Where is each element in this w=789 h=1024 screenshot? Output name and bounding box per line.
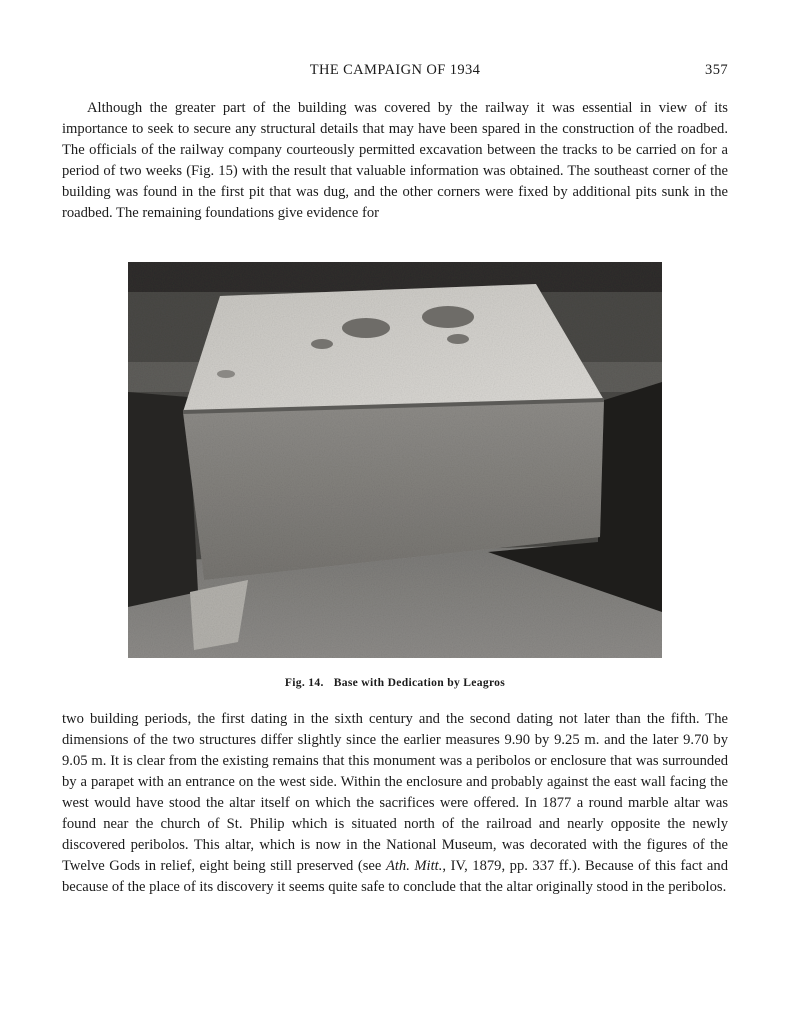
figure-label: Fig. 14. [284, 676, 324, 689]
running-header [62, 62, 728, 82]
figure-caption [62, 676, 728, 689]
paragraph-2-text-a: two building periods, the first dating in the sixth century and the second dating not later than the fifth. The dimensions of the two structures differ slightly since the earlier measures 9.90 by 9.25 m. and the later 9.70 by 9.05 m. It is clear from the existing remains that this monument was a peribolos or enclosure that was surrounded by a parapet with an entrance on the west side. Within the enclosure and probably against the east wall facing the west would have stood the altar itself on which the sacrifices were offered. In 1877 a round marble altar was found near the church of St. Philip which is situated north of the railroad and nearly opposite the newly discovered peribolos. This altar, which is now in the National Museum, was decorated with the figures of the Twelve Gods in relief, eight being still preserved (see [62, 711, 728, 874]
figure-photograph [128, 262, 662, 658]
paragraph-1: Although the greater part of the building was covered by the railway it was essential in view of its importance to seek to secure any structural details that may have been spared in the construction of the roadbed. The officials of the railway company courteously permitted excavation between the tracks to be carried on for a period of two weeks (Fig. 15) with the result that valuable information was obtained. The southeast corner of the building was found in the first pit that was dug, and the other corners were fixed by additional pits sunk in the roadbed. The remaining foundations give evidence for [62, 100, 728, 221]
figure-caption-text: Base with Dedication by Leagros [333, 676, 506, 689]
paragraph-2-text-b: , IV, 1879, pp. 337 ff.). Because of this fact and because of the place of its discovery it seems quite safe to conclude that the altar originally stood in the peribolos. [62, 858, 728, 895]
running-title: THE CAMPAIGN OF 1934 [309, 62, 481, 78]
page-number: 357 [705, 62, 728, 78]
citation-journal: Ath. Mitt. [385, 858, 443, 874]
paragraph-2 [62, 709, 728, 898]
stone-base-photo [128, 262, 662, 658]
